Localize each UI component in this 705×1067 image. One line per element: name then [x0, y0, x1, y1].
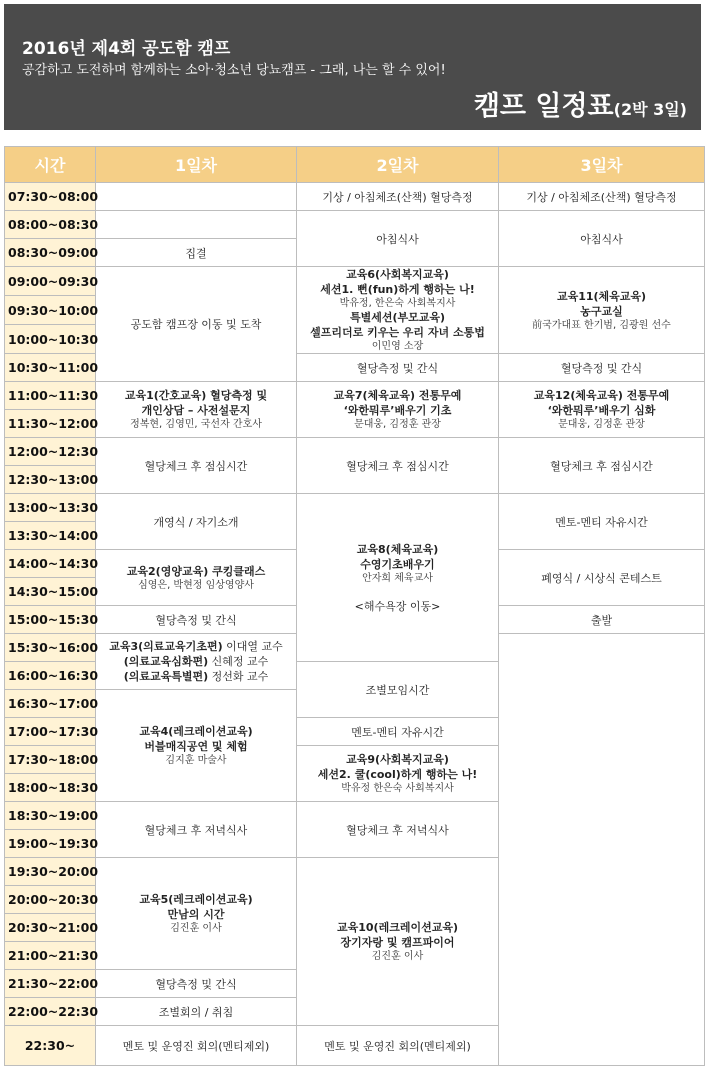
time-cell: 12:00~12:30 — [5, 438, 96, 466]
edu7-title: 교육7(체육교육) 전통무예 — [333, 389, 462, 402]
camp-subtitle: 공감하고 도전하며 함께하는 소아·청소년 당뇨캠프 - 그래, 나는 할 수 있어! — [22, 63, 446, 78]
table-row — [5, 183, 705, 211]
edu11-subtitle: 농구교실 — [580, 304, 623, 318]
edu1-title: 교육1(간호교육) 혈당측정 및 — [124, 389, 268, 402]
day3-breakfast: 아침식사 — [499, 211, 705, 267]
day1-group-meeting: 조별회의 / 취침 — [96, 998, 297, 1026]
day2-mentee: 멘토-멘티 자유시간 — [297, 718, 499, 746]
time-cell: 15:30~16:00 — [5, 634, 96, 662]
edu3-basic: 교육3(의료교육기초편) 이대열 교수 — [109, 640, 283, 653]
edu6-presenter: 박유정, 한은숙 사회복지사 — [339, 298, 456, 309]
day2-edu8 — [297, 494, 499, 662]
edu4-title: 교육4(레크레이션교육) — [139, 725, 253, 738]
time-cell: 22:30~ — [5, 1026, 96, 1066]
edu7-subtitle: ‘와한뭐루’배우기 기초 — [343, 404, 452, 417]
day3-empty-cell — [499, 634, 705, 1066]
edu7-presenter: 문대웅, 김정훈 관장 — [354, 419, 441, 430]
day1-edu4 — [96, 690, 297, 802]
edu5-title: 교육5(레크레이션교육) — [139, 893, 253, 906]
day3-wake: 기상 / 아침체조(산책) 혈당측정 — [499, 183, 705, 211]
edu1-subtitle: 개인상담 – 사전설문지 — [141, 404, 251, 417]
day3-depart: 출발 — [499, 606, 705, 634]
time-cell: 16:30~17:00 — [5, 690, 96, 718]
edu6-special: 특별세션(부모교육) — [349, 311, 446, 324]
schedule-table — [4, 146, 705, 1066]
edu12-presenter: 문대웅, 김정훈 관장 — [558, 419, 645, 430]
day2-edu9 — [297, 746, 499, 802]
day2-lunch: 혈당체크 후 점심시간 — [297, 438, 499, 494]
time-cell: 17:30~18:00 — [5, 746, 96, 774]
col-header-day3: 3일차 — [499, 147, 705, 183]
time-cell: 13:30~14:00 — [5, 522, 96, 550]
time-cell: 17:00~17:30 — [5, 718, 96, 746]
day1-snack: 혈당측정 및 간식 — [96, 606, 297, 634]
time-cell: 21:00~21:30 — [5, 942, 96, 970]
edu8-presenter: 안자희 체육교사 — [362, 572, 433, 584]
time-cell: 10:00~10:30 — [5, 325, 96, 354]
time-cell: 22:00~22:30 — [5, 998, 96, 1026]
day2-breakfast: 아침식사 — [297, 211, 499, 267]
edu10-presenter: 김진훈 이사 — [371, 951, 424, 962]
table-row — [5, 494, 705, 522]
edu8-subtitle: 수영기초배우기 — [360, 557, 435, 571]
day1-gather: 집결 — [96, 239, 297, 267]
day3-closing: 폐영식 / 시상식 콘테스트 — [499, 550, 705, 606]
time-cell: 08:30~09:00 — [5, 239, 96, 267]
edu6-special-title: 셀프리더로 키우는 우리 자녀 소통법 — [310, 326, 485, 339]
day1-lunch: 혈당체크 후 점심시간 — [96, 438, 297, 494]
day2-edu10 — [297, 858, 499, 1026]
edu9-title: 교육9(사회복지교육) — [346, 753, 449, 766]
edu9-presenter: 박유정 한은숙 사회복지사 — [341, 783, 454, 794]
time-cell: 19:30~20:00 — [5, 858, 96, 886]
day1-empty-cell — [96, 183, 297, 211]
edu3-advanced: (의료교육심화편) 신혜정 교수 — [123, 655, 269, 668]
time-cell: 20:30~21:00 — [5, 914, 96, 942]
time-cell: 09:00~09:30 — [5, 267, 96, 296]
edu11-title: 교육11(체육교육) — [556, 289, 647, 303]
edu9-subtitle: 세션2. 쿨(cool)하게 행하는 나! — [317, 768, 478, 781]
edu8-move: <해수욕장 이동> — [354, 599, 441, 613]
edu3-special: (의료교육특별편) 정선화 교수 — [123, 670, 269, 683]
edu10-title: 교육10(레크레이션교육) — [337, 921, 458, 934]
edu11-presenter: 前국가대표 한기범, 김광원 선수 — [532, 319, 671, 331]
day2-snack: 혈당측정 및 간식 — [297, 354, 499, 382]
edu2-title: 교육2(영양교육) 쿠킹클래스 — [126, 564, 266, 578]
day1-move: 공도함 캠프장 이동 및 도착 — [96, 267, 297, 382]
edu1-presenter: 정복현, 김영민, 국선자 간호사 — [130, 419, 262, 430]
time-cell: 07:30~08:00 — [5, 183, 96, 211]
table-row — [5, 382, 705, 410]
time-cell: 12:30~13:00 — [5, 466, 96, 494]
edu12-subtitle: ‘와한뭐루’배우기 심화 — [547, 404, 656, 417]
edu6-special-presenter: 이민영 소장 — [371, 341, 424, 352]
table-row — [5, 267, 705, 296]
day2-edu7 — [297, 382, 499, 438]
edu12-title: 교육12(체육교육) 전통무예 — [533, 389, 670, 402]
day1-edu5 — [96, 858, 297, 970]
table-row — [5, 211, 705, 239]
time-cell: 20:00~20:30 — [5, 886, 96, 914]
day2-wake: 기상 / 아침체조(산책) 혈당측정 — [297, 183, 499, 211]
day1-edu2 — [96, 550, 297, 606]
day1-snack-night: 혈당측정 및 간식 — [96, 970, 297, 998]
time-cell: 14:30~15:00 — [5, 578, 96, 606]
edu2-presenter: 심영은, 박현정 임상영양사 — [138, 579, 254, 591]
day2-mentor-meeting: 멘토 및 운영진 회의(멘티제외) — [297, 1026, 499, 1066]
schedule-duration: (2박 3일) — [613, 100, 687, 119]
edu6-title: 교육6(사회복지교육) — [346, 268, 449, 281]
table-row — [5, 438, 705, 466]
day3-edu11 — [499, 267, 705, 354]
day2-dinner: 혈당체크 후 저녁식사 — [297, 802, 499, 858]
day3-mentee: 멘토-멘티 자유시간 — [499, 494, 705, 550]
day1-empty-cell — [96, 211, 297, 239]
time-cell: 13:00~13:30 — [5, 494, 96, 522]
day1-mentor-meeting: 멘토 및 운영진 회의(멘티제외) — [96, 1026, 297, 1066]
schedule-heading: 캠프 일정표(2박 3일) — [473, 91, 687, 122]
edu10-subtitle: 장기자랑 및 캠프파이어 — [340, 936, 455, 949]
edu4-presenter: 김지훈 마술사 — [165, 755, 227, 766]
day3-lunch: 혈당체크 후 점심시간 — [499, 438, 705, 494]
day1-edu3 — [96, 634, 297, 690]
time-cell: 10:30~11:00 — [5, 354, 96, 382]
time-cell: 08:00~08:30 — [5, 211, 96, 239]
day3-edu12 — [499, 382, 705, 438]
day1-edu1 — [96, 382, 297, 438]
day2-edu6 — [297, 267, 499, 354]
col-header-time: 시간 — [5, 147, 96, 183]
time-cell: 19:00~19:30 — [5, 830, 96, 858]
time-cell: 11:30~12:00 — [5, 410, 96, 438]
col-header-day1: 1일차 — [96, 147, 297, 183]
time-cell: 18:00~18:30 — [5, 774, 96, 802]
day3-snack: 혈당측정 및 간식 — [499, 354, 705, 382]
header-banner — [4, 4, 701, 130]
time-cell: 15:00~15:30 — [5, 606, 96, 634]
edu8-title: 교육8(체육교육) — [356, 542, 439, 556]
time-cell: 18:30~19:00 — [5, 802, 96, 830]
edu4-subtitle: 버블매직공연 및 체험 — [144, 740, 248, 753]
camp-title: 2016년 제4회 공도함 캠프 — [22, 39, 231, 59]
edu5-presenter: 김진훈 이사 — [170, 923, 222, 934]
time-cell: 14:00~14:30 — [5, 550, 96, 578]
day2-group-time: 조별모임시간 — [297, 662, 499, 718]
edu6-session: 세션1. 뻔(fun)하게 행하는 나! — [320, 283, 475, 296]
day1-dinner: 혈당체크 후 저녁식사 — [96, 802, 297, 858]
time-cell: 21:30~22:00 — [5, 970, 96, 998]
edu5-subtitle: 만남의 시간 — [167, 908, 225, 921]
col-header-day2: 2일차 — [297, 147, 499, 183]
time-cell: 11:00~11:30 — [5, 382, 96, 410]
day1-opening: 개영식 / 자기소개 — [96, 494, 297, 550]
table-header-row — [5, 147, 705, 183]
time-cell: 16:00~16:30 — [5, 662, 96, 690]
time-cell: 09:30~10:00 — [5, 296, 96, 325]
